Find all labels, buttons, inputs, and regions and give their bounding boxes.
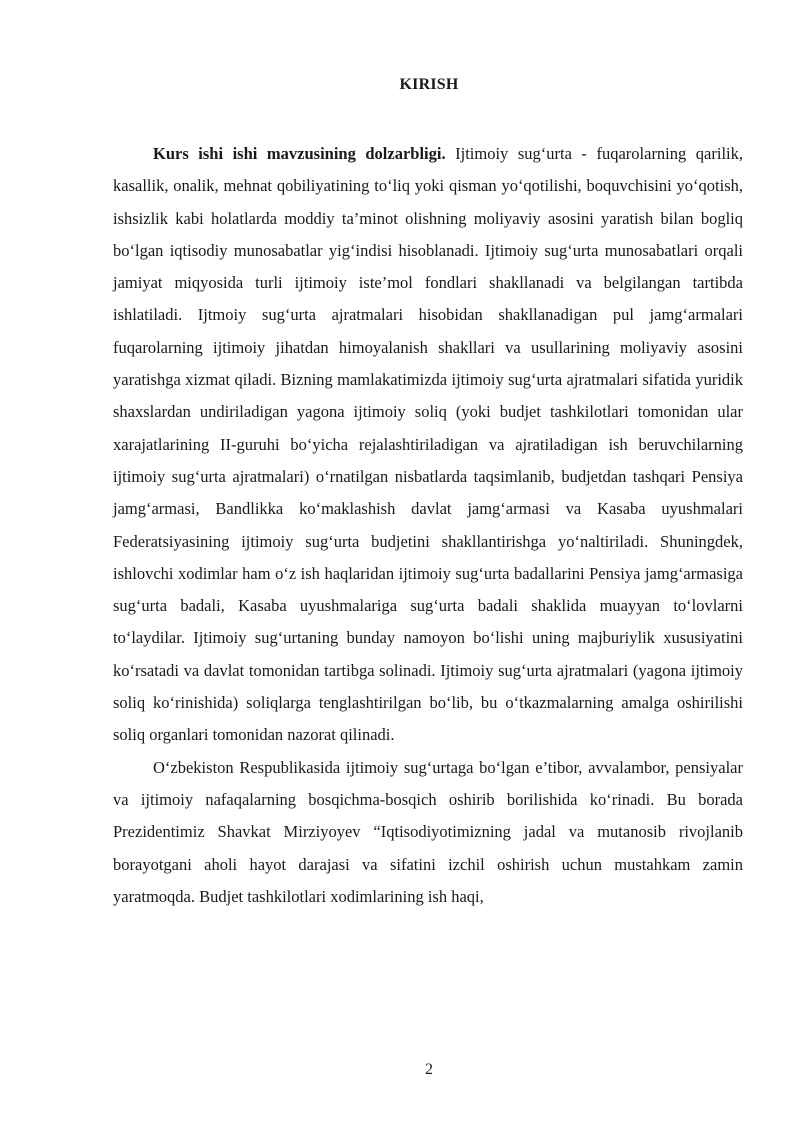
paragraph-2-text: O‘zbekiston Respublikasida ijtimoiy sug‘urtaga bo‘lgan e’tibor, avvalambor, pensiyalar va ijtimoiy nafaqalarning bosqichma-bosqich oshirib borilishida ko‘rinadi. Bu borada Prezidentimiz Shavkat Mirziyoyev “Iqtisodiyotimizning jadal va mutanosib rivojlanib borayotgani aholi hayot darajasi va sifatini izchil oshirish uchun mustahkam zamin yaratmoqda. Budjet tashkilotlari xodimlarining ish haqi, (113, 757, 743, 906)
paragraph-1-lead: Kurs ishi ishi mavzusining dolzarbligi. (153, 144, 446, 163)
body-text (113, 138, 743, 913)
paragraph-1 (113, 138, 743, 752)
paragraph-1-text: Ijtimoiy sug‘urta - fuqarolarning qarilik, kasallik, onalik, mehnat qobiliyatining to‘liq yoki qisman yo‘qotilishi, boquvchisini yo‘qotish, ishsizlik kabi holatlarda moddiy ta’minot olishning moliyaviy asosini yaratish bilan bogliq bo‘lgan iqtisodiy munosabatlar yig‘indisi hisoblanadi. Ijtimoiy sug‘urta munosabatlari orqali jamiyat miqyosida turli ijtimoiy iste’mol fondlari shakllanadi va belgilangan tartibda ishlatiladi. Ijtmoiy sug‘urta ajratmalari hisobidan shakllanadigan pul jamg‘armalari fuqarolarning ijtimoiy jihatdan himoyalanish shakllari va usullarining moliyaviy asosini yaratishga xizmat qiladi. Bizning mamlakatimizda ijtimoiy sug‘urta ajratmalari sifatida yuridik shaxslardan undiriladigan yagona ijtimoiy soliq (yoki budjet tashkilotlari tomonidan ular xarajatlarining II-guruhi bo‘yicha rejalashtiriladigan va ajratiladigan ish beruvchilarning ijtimoiy sug‘urta ajratmalari) o‘rnatilgan nisbatlarda taqsimlanib, budjetdan tashqari Pensiya jamg‘armasi, Bandlikka ko‘maklashish davlat jamg‘armasi va Kasaba uyushmalari Federatsiyasining ijtimoiy sug‘urta budjetini shakllantirishga yo‘naltiriladi. Shuningdek, ishlovchi xodimlar ham o‘z ish haqlaridan ijtimoiy sug‘urta badallarini Pensiya jamg‘armasiga sug‘urta badali, Kasaba uyushmalariga sug‘urta badali shaklida muayyan to‘lovlarni to‘laydilar. Ijtimoiy sug‘urtaning bunday namoyon bo‘lishi uning majburiylik xususiyatini ko‘rsatadi va davlat tomonidan tartibga solinadi. Ijtimoiy sug‘urta ajratmalari (yagona ijtimoiy soliq ko‘rinishida) soliqlarga tenglashtirilgan bo‘lib, bu o‘tkazmalarning amalga oshirilishi soliq organlari tomonidan nazorat qilinadi. (113, 144, 743, 745)
section-heading: KIRISH (399, 76, 459, 93)
page-number: 2 (425, 1061, 433, 1078)
paragraph-2 (113, 752, 743, 913)
